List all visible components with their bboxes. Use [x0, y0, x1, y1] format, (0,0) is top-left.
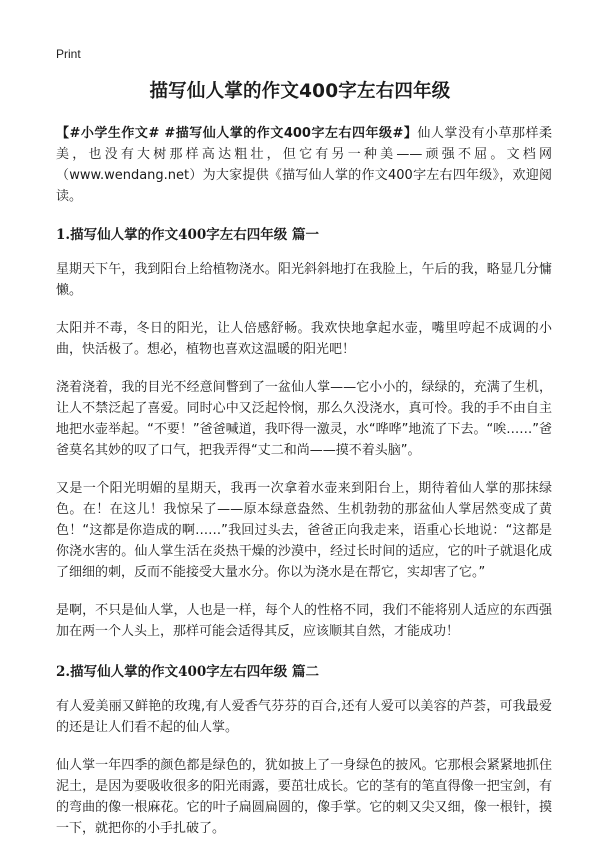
- page-title: 描写仙人掌的作文400字左右四年级: [149, 81, 451, 102]
- paragraph: 浇着浇着，我的目光不经意间瞥到了一盆仙人掌——它小小的，绿绿的，充满了生机，让人不禁泛起了喜爱。同时心中又泛起怜悯，那么久没浇水，真可怜。我的手不由自主地把水壶举起。“不要！”爸爸喊道，我吓得一激灵，水“哗哗”地流了下去。“唉……”爸爸莫名其妙的叹了口气，把我弄得“丈二和尚——摸不着头脑”。: [56, 380, 552, 458]
- paragraph: 仙人掌一年四季的颜色都是绿色的，犹如披上了一身绿色的披风。它那根会紧紧地抓住泥土，是因为要吸收很多的阳光雨露，要茁壮成长。它的茎有的笔直得像一把宝剑，有的弯曲的像一根麻花。它的叶子扁圆扁圆的，像手掌。它的刺又尖又细，像一根针，摸一下，就把你的小手扎破了。: [56, 758, 552, 836]
- paragraph: 星期天下午，我到阳台上给植物浇水。阳光斜斜地打在我脸上，午后的我，略显几分慵懒。: [56, 262, 552, 298]
- intro-tags: 【#小学生作文# #描写仙人掌的作文400字左右四年级#】: [56, 126, 418, 141]
- section-heading: 1.描写仙人掌的作文400字左右四年级 篇一: [56, 227, 319, 243]
- paragraph: 是啊，不只是仙人掌，人也是一样，每个人的性格不同，我们不能将别人适应的东西强加在两一个人头上，那样可能会适得其反，应该顺其自然，才能成功！: [56, 603, 552, 639]
- section-heading: 2.描写仙人掌的作文400字左右四年级 篇二: [56, 664, 319, 680]
- paragraph: 太阳并不毒，冬日的阳光，让人倍感舒畅。我欢快地拿起水壶，嘴里哼起不成调的小曲，快活极了。想必，植物也喜欢这温暖的阳光吧！: [56, 321, 552, 357]
- intro-text: 仙人掌没有小草那样柔美，也没有大树那样高达粗壮，但它有另一种美——顽强不屈。文档网（www.wendang.net）为大家提供《描写仙人掌的作文400字左右四年级》，欢迎阅读。: [56, 126, 552, 204]
- intro-paragraph: [56, 123, 552, 207]
- article-body: [56, 123, 552, 856]
- paragraph: 有人爱美丽又鲜艳的玫瑰,有人爱香气芬芬的百合,还有人爱可以美容的芦荟，可我最爱的还是让人们看不起的仙人掌。: [56, 699, 552, 735]
- paragraph: 又是一个阳光明媚的星期天，我再一次拿着水壶来到阳台上，期待着仙人掌的那抹绿色。在！在这儿！我惊呆了——原本绿意盎然、生机勃勃的那盆仙人掌居然变成了黄色！“这都是你造成的啊……”我回过头去，爸爸正向我走来，语重心长地说：“这都是你浇水害的。仙人掌生活在炎热干燥的沙漠中，经过长时间的适应，它的叶子就退化成了细细的刺，反而不能接受大量水分。你以为浇水是在帮它，实却害了它。”: [56, 481, 552, 580]
- print-link[interactable]: Print: [56, 47, 81, 61]
